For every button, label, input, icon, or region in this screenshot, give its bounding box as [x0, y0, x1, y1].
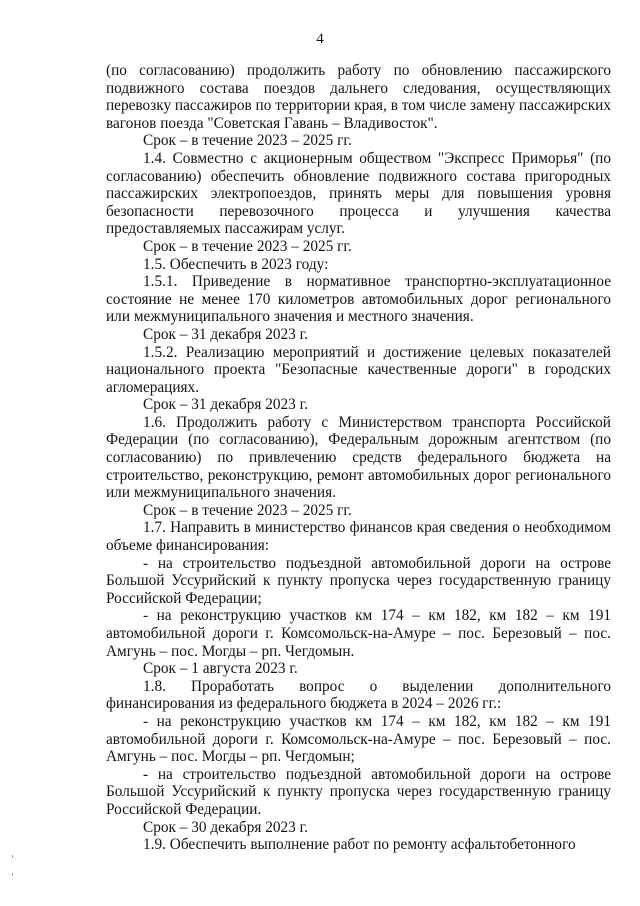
paragraph-continuation: (по согласованию) продолжить работу по обновлению пассажирского подвижного состава поездов дальнего следования, осуществляющих перевозку пассажиров по территории края, в том числе замену пассажирских вагонов поезда "Советская Гавань – Владивосток". — [106, 62, 611, 132]
paragraph-1-5-2: 1.5.2. Реализацию мероприятий и достижение целевых показателей национального проекта "Безопасные качественные дороги" в городских агломерациях. — [106, 343, 611, 396]
paragraph-1-6: 1.6. Продолжить работу с Министерством транспорта Российской Федерации (по согласованию), Федеральным дорожным агентством (по согласованию) по привлечению средств федерального бюджета на строительство, реконструкцию, ремонт автомобильных дорог регионального или межмуниципального значения. — [106, 413, 611, 502]
list-item-dash: - на реконструкцию участков км 174 – км 182, км 182 – км 191 автомобильной дороги г. Комсомольск-на-Амуре – пос. Березовый – пос. Амгунь – пос. Могды – рп. Чегдомын. — [106, 607, 611, 660]
paragraph-1-7: 1.7. Направить в министерство финансов края сведения о необходимом объеме финансирования: — [106, 519, 611, 555]
document-body — [106, 62, 611, 854]
deadline-line: Срок – в течение 2023 – 2025 гг. — [143, 501, 352, 519]
paragraph-1-9: 1.9. Обеспечить выполнение работ по ремонту асфальтобетонного — [143, 836, 576, 854]
paragraph-1-5: 1.5. Обеспечить в 2023 году: — [143, 255, 329, 273]
list-item-dash: - на реконструкцию участков км 174 – км 182, км 182 – км 191 автомобильной дороги г. Комсомольск-на-Амуре – пос. Березовый – пос. Амгунь – пос. Могды – рп. Чегдомын; — [106, 712, 611, 766]
scan-margin-mark — [12, 855, 13, 858]
deadline-line: Срок – 1 августа 2023 г. — [143, 660, 298, 678]
deadline-line: Срок – в течение 2023 – 2025 гг. — [143, 237, 352, 255]
list-item-dash: - на строительство подъездной автомобильной дороги на острове Большой Уссурийский к пункту пропуска через государственную границу Российской Федерации; — [106, 554, 611, 607]
deadline-line: Срок – в течение 2023 – 2025 гг. — [143, 132, 352, 150]
page-number: 4 — [316, 31, 324, 47]
deadline-line: Срок – 31 декабря 2023 г. — [143, 325, 308, 343]
deadline-line: Срок – 31 декабря 2023 г. — [143, 396, 308, 414]
paragraph-1-4: 1.4. Совместно с акционерным обществом "Экспресс Приморья" (по согласованию) обеспечить обновление подвижного состава пригородных пассажирских электропоездов, принять меры для повышения уровня безопасности перевозочного процесса и улучшения качества предоставляемых пассажирам услуг. — [106, 149, 611, 238]
paragraph-1-5-1: 1.5.1. Приведение в нормативное транспортно-эксплуатационное состояние не менее 170 километров автомобильных дорог регионального или межмуниципального значения и местного значения. — [106, 273, 611, 326]
deadline-line: Срок – 30 декабря 2023 г. — [143, 818, 308, 836]
paragraph-1-8: 1.8. Проработать вопрос о выделении дополнительного финансирования из федерального бюджета в 2024 – 2026 гг.: — [106, 677, 611, 713]
list-item-dash: - на строительство подъездной автомобильной дороги на острове Большой Уссурийский к пункту пропуска через государственную границу Российской Федерации. — [106, 765, 611, 818]
scan-margin-mark — [12, 873, 13, 876]
